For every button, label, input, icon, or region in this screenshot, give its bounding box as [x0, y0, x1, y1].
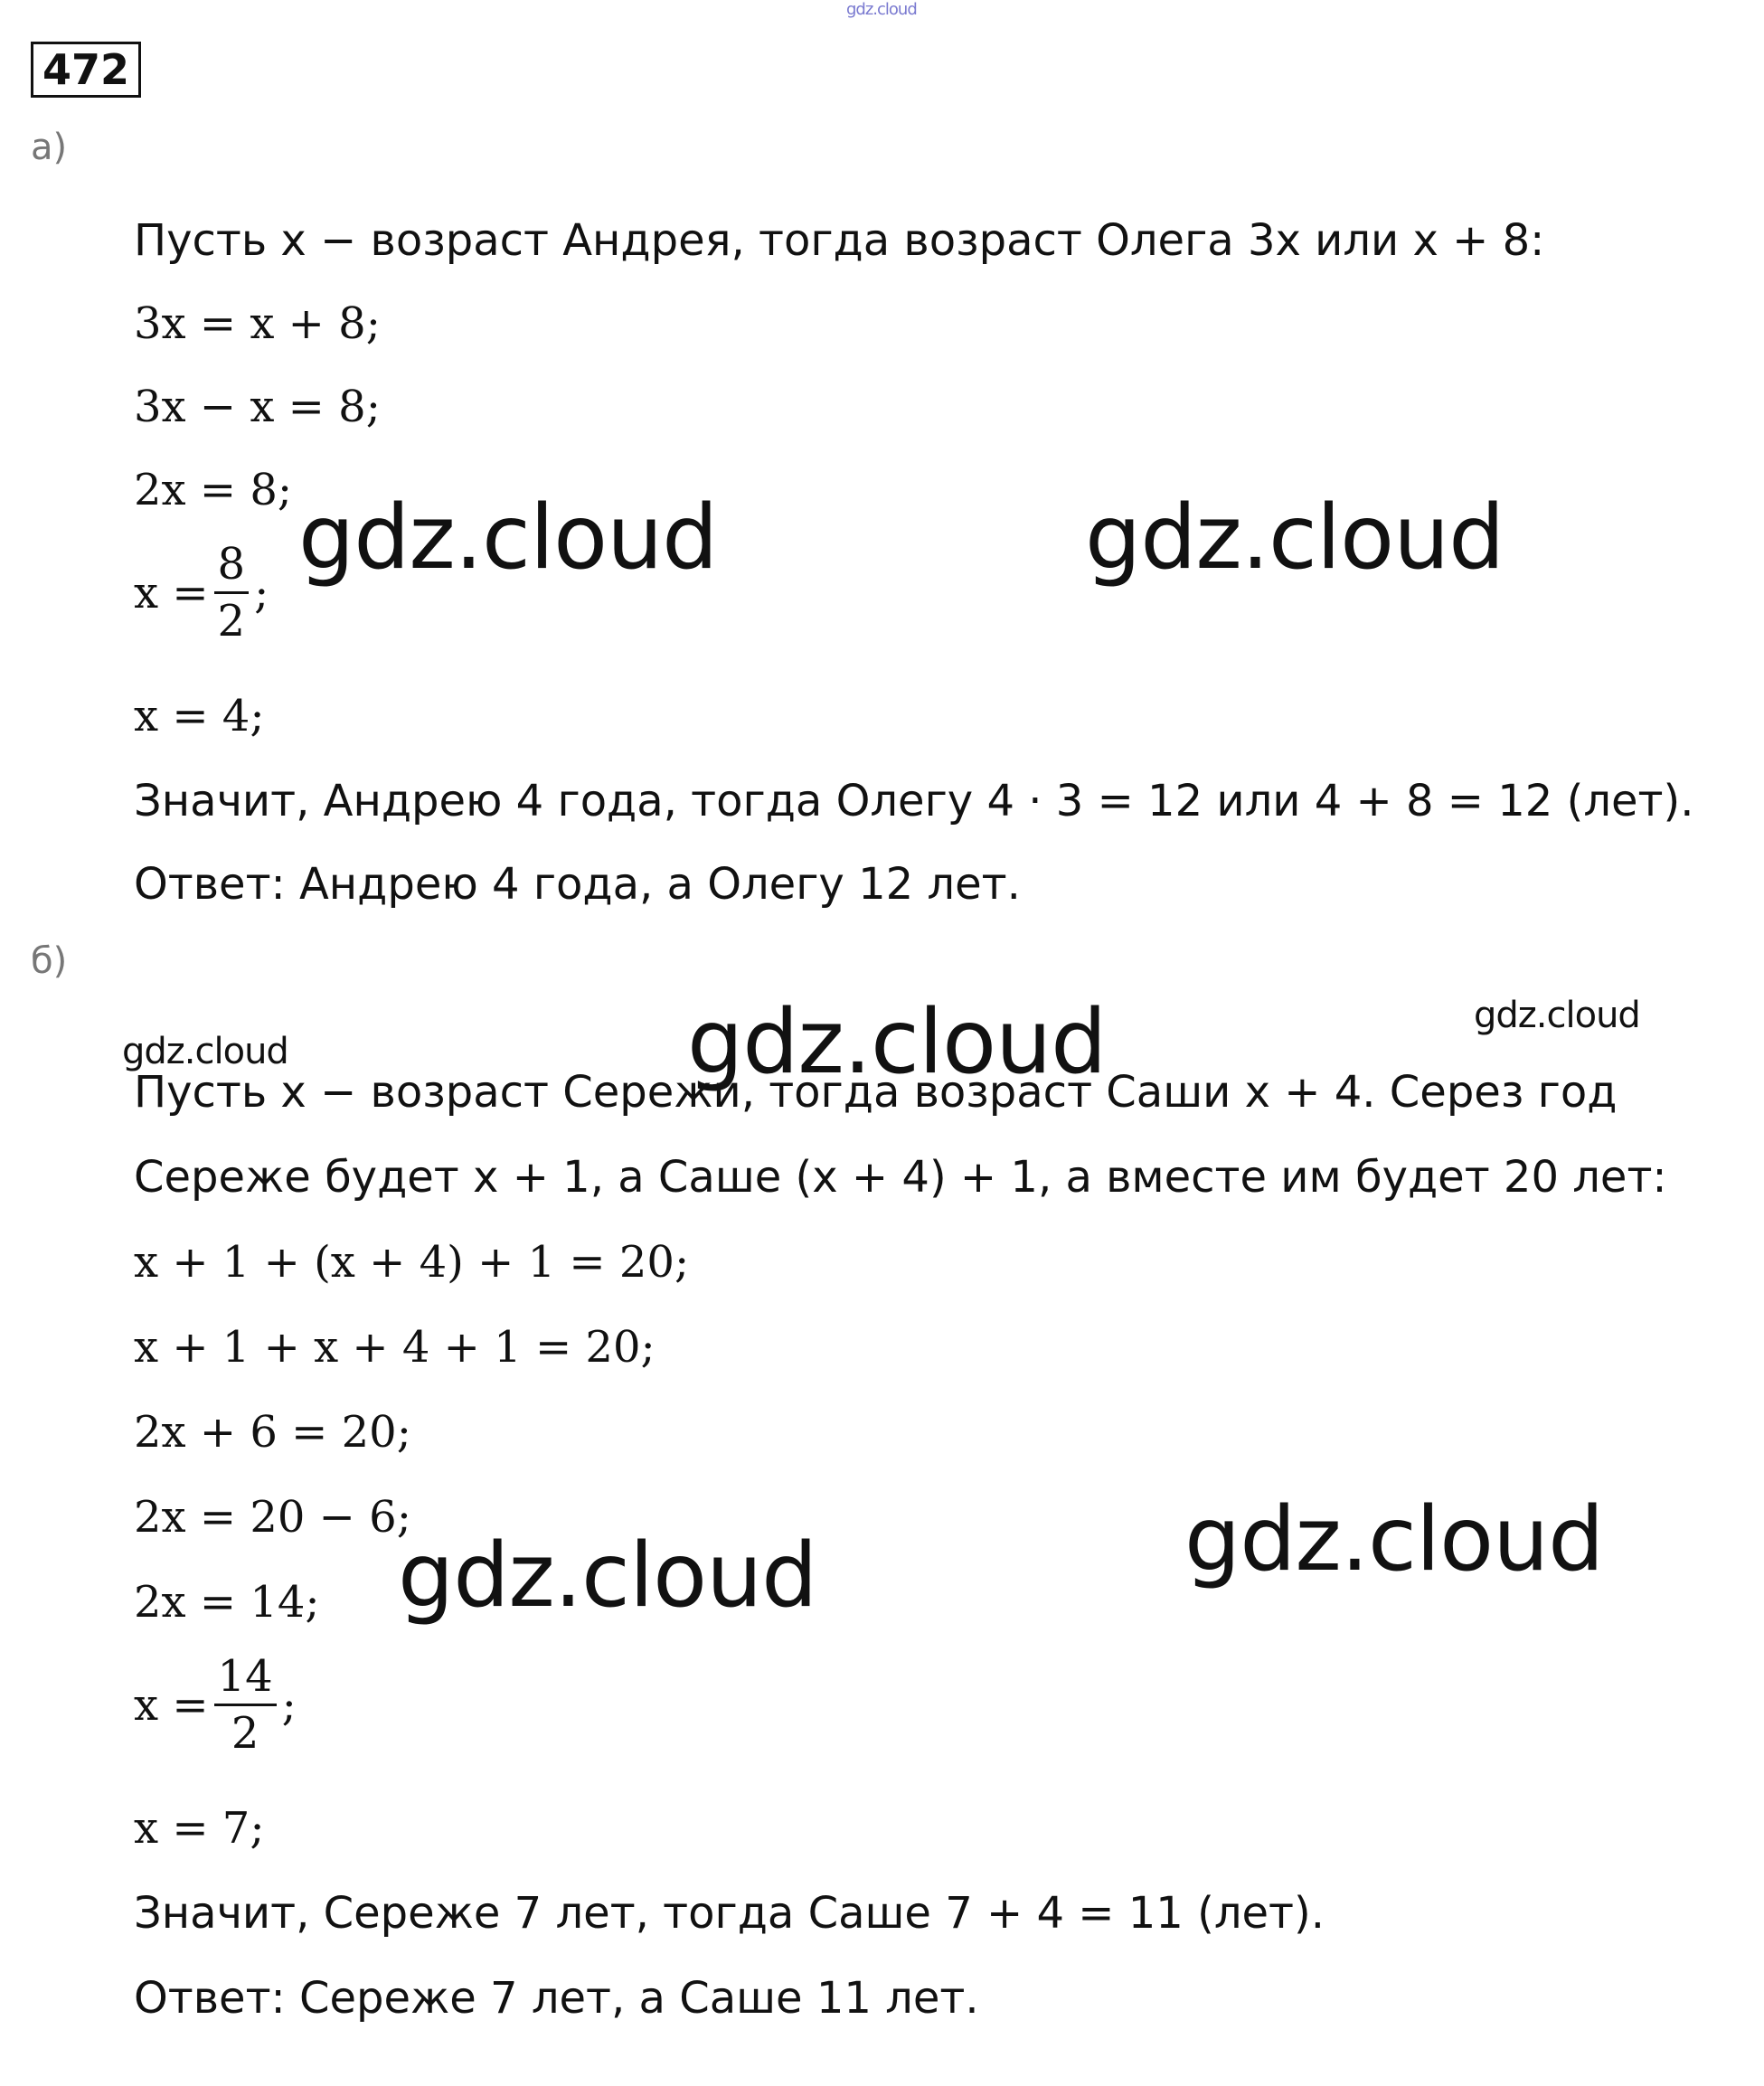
- fraction-tail: ;: [281, 1679, 297, 1731]
- watermark: gdz.cloud: [122, 1031, 288, 1072]
- part-a-step-3: 2x = 8;: [134, 465, 293, 515]
- part-a-result: x = 4;: [134, 691, 265, 741]
- part-a-conclusion: [134, 774, 1693, 828]
- part-a-step-2: 3x − x = 8;: [134, 382, 381, 432]
- part-b-conclusion: [134, 1886, 1325, 1940]
- part-b-step-5: 2x = 14;: [134, 1577, 320, 1628]
- watermark: gdz.cloud: [398, 1524, 817, 1628]
- part-b-step-4: 2x = 20 − 6;: [134, 1492, 411, 1543]
- part-a-step-1: 3x = x + 8;: [134, 298, 381, 349]
- part-a-intro: [134, 213, 1544, 268]
- part-b-answer-text: Ответ: Сереже 7 лет, а Саше 11 лет.: [134, 1973, 979, 2024]
- watermark-top: gdz.cloud: [846, 0, 917, 19]
- watermark: gdz.cloud: [1085, 486, 1505, 590]
- part-b-step-3: 2x + 6 = 20;: [134, 1407, 411, 1458]
- fraction-lhs: x =: [134, 1679, 209, 1731]
- part-a-conclusion-text: Значит, Андрею 4 года, тогда Олегу 4 · 3 = 12 или 4 + 8 = 12 (лет).: [134, 776, 1694, 826]
- part-b-label: б): [31, 940, 68, 982]
- part-a-answer-text: Ответ: Андрею 4 года, а Олегу 12 лет.: [134, 859, 1021, 910]
- part-a-fraction-line: [134, 539, 269, 647]
- part-a-answer: [134, 857, 1021, 911]
- fraction-numerator: 8: [214, 543, 250, 594]
- part-b-fraction-line: [134, 1651, 297, 1759]
- part-b-intro-2: [134, 1150, 1667, 1204]
- fraction-lhs: x =: [134, 567, 209, 618]
- part-b-step-2: x + 1 + x + 4 + 1 = 20;: [134, 1322, 656, 1373]
- part-b-answer: [134, 1971, 979, 2025]
- part-b-intro-1-text: Пусть x − возраст Сережи, тогда возраст Саши x + 4. Серез год: [134, 1067, 1618, 1118]
- part-a-label: а): [31, 127, 68, 168]
- watermark: gdz.cloud: [1184, 1488, 1604, 1591]
- part-b-intro-2-text: Сереже будет x + 1, а Саше (x + 4) + 1, а вместе им будет 20 лет:: [134, 1152, 1667, 1203]
- fraction-tail: ;: [254, 567, 269, 618]
- part-b-step-1: x + 1 + (x + 4) + 1 = 20;: [134, 1237, 690, 1288]
- watermark: gdz.cloud: [298, 486, 718, 590]
- problem-number: 472: [31, 42, 141, 98]
- part-b-conclusion-text: Значит, Сереже 7 лет, тогда Саше 7 + 4 = 11 (лет).: [134, 1888, 1325, 1939]
- fraction-numerator: 14: [214, 1655, 277, 1706]
- part-a-intro-text: Пусть x − возраст Андрея, тогда возраст Олега 3x или x + 8:: [134, 215, 1545, 266]
- fraction: [214, 539, 250, 647]
- fraction: [214, 1651, 277, 1759]
- watermark: gdz.cloud: [1474, 995, 1640, 1036]
- part-b-result: x = 7;: [134, 1803, 265, 1854]
- watermark: gdz.cloud: [687, 991, 1107, 1094]
- fraction-denominator: 2: [217, 596, 246, 647]
- fraction-denominator: 2: [231, 1708, 259, 1759]
